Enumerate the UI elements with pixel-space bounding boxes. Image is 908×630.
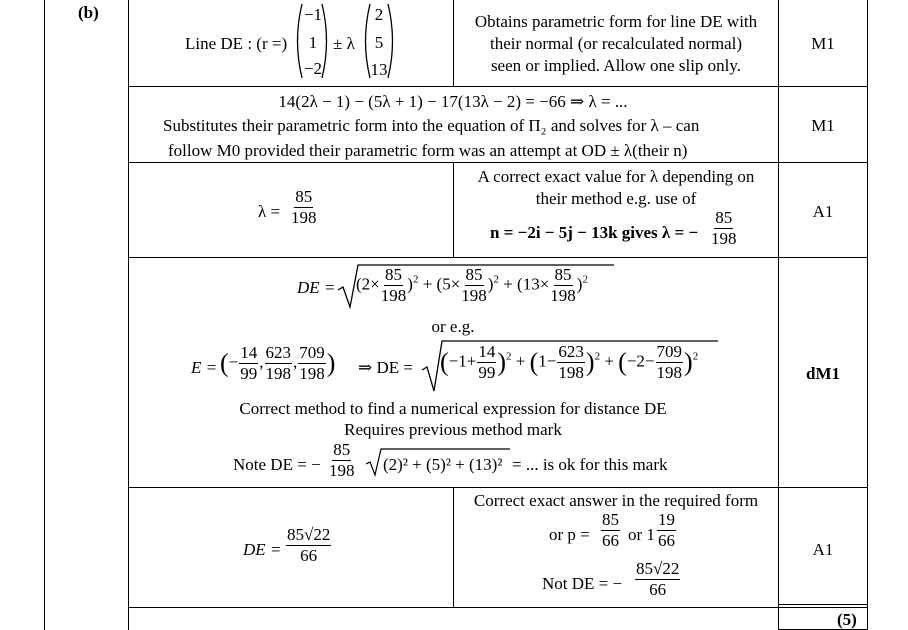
e-lhs: E = <box>191 358 218 377</box>
de-lhs: DE = <box>297 278 336 297</box>
mark-code: A1 <box>812 540 834 559</box>
de-final-fraction: $\frac{85√22}{66}$ <box>287 525 331 565</box>
vector-entry: −2 <box>303 59 323 78</box>
vector-entry: 1 <box>308 33 318 52</box>
vector-entry: 2 <box>374 5 384 24</box>
not-fraction: $\frac{85√22}{66}$ <box>636 559 680 599</box>
lambda-equation: 14(2λ − 1) − (5λ + 1) − 17(13λ − 2) = −66 ⇒ λ = ... <box>278 92 628 111</box>
mark-code: A1 <box>812 202 834 221</box>
guidance-text: Correct method to find a numerical expression for distance DE <box>239 399 667 418</box>
outer-left-border <box>44 0 45 630</box>
vector-entry: 13 <box>370 60 388 79</box>
mark-code: M1 <box>811 34 835 53</box>
row-divider <box>128 607 868 608</box>
vector-entry: 5 <box>374 33 384 52</box>
mark-code: dM1 <box>806 364 840 383</box>
lambda-fraction: $\frac{85}{198}$ <box>291 187 317 227</box>
guidance-text: their method e.g. use of <box>535 189 697 208</box>
guidance-text: A correct exact value for λ depending on <box>477 167 755 186</box>
mark-code: M1 <box>811 116 835 135</box>
guidance-text: their normal (or recalculated normal) <box>489 34 743 53</box>
de-final-lhs: DE = <box>243 540 282 559</box>
implies-de: ⇒ DE = <box>358 358 413 377</box>
guidance-text: or 1 <box>628 525 655 544</box>
guidance-text: Obtains parametric form for line DE with <box>474 12 758 31</box>
guidance-text: Correct exact answer in the required form <box>473 491 759 510</box>
part-label: (b) <box>78 3 99 22</box>
e-coordinates: (− $\frac{14}{99}$ , $\frac{623}{198}$ , $\frac{709}{198}$ ) <box>220 343 336 383</box>
table-right-border <box>867 0 868 630</box>
guidance-fraction: $\frac{85}{198}$ <box>711 208 737 248</box>
marks-total: (5) <box>837 610 857 629</box>
row-divider <box>128 257 868 258</box>
row-divider <box>128 162 868 163</box>
distance-expression-alt: (−1+ $\frac{14}{99}$ )$^2$ + (1− $\frac{623}{198}$ )$^2$ + (−2− $\frac{709}{198}$ )$^2$ <box>440 342 699 382</box>
guidance-text: seen or implied. Allow one slip only. <box>490 56 742 75</box>
row-divider <box>128 86 868 87</box>
p-fraction: $\frac{85}{66}$ <box>602 510 619 550</box>
guidance-text: or p = <box>549 525 590 544</box>
lambda-lhs: λ = <box>258 202 281 221</box>
row-divider <box>778 604 868 605</box>
row-divider <box>128 487 868 488</box>
guidance-text: follow M0 provided their parametric form was an attempt at OD ± λ(their n) <box>168 141 688 160</box>
note-fraction: $\frac{85}{198}$ <box>329 440 355 480</box>
line-de-label: Line DE : (r =) <box>185 34 288 53</box>
guidance-text: Not DE = − <box>542 574 623 593</box>
mark-column-border <box>778 0 779 630</box>
note-prefix: Note DE = − <box>233 455 321 474</box>
distance-expression: (2× $\frac{85}{198}$ )$^2$ + (5× $\frac{85}{198}$ )$^2$ + (13× $\frac{85}{198}$ )$^2$ <box>356 265 588 305</box>
guidance-text: Requires previous method mark <box>344 420 562 439</box>
guidance-text: Substitutes their parametric form into the equation of Π₂ and solves for λ – can <box>163 116 700 135</box>
guidance-text: n = −2i − 5j − 13k gives λ = − <box>490 223 699 242</box>
plus-minus-lambda: ± λ <box>333 34 355 53</box>
vector-entry: −1 <box>303 5 323 24</box>
p-mixed-fraction: $\frac{19}{66}$ <box>658 510 675 550</box>
note-root: (2)² + (5)² + (13)² <box>383 455 503 474</box>
or-eg: or e.g. <box>431 317 475 336</box>
note-suffix: = ... is ok for this mark <box>512 455 668 474</box>
